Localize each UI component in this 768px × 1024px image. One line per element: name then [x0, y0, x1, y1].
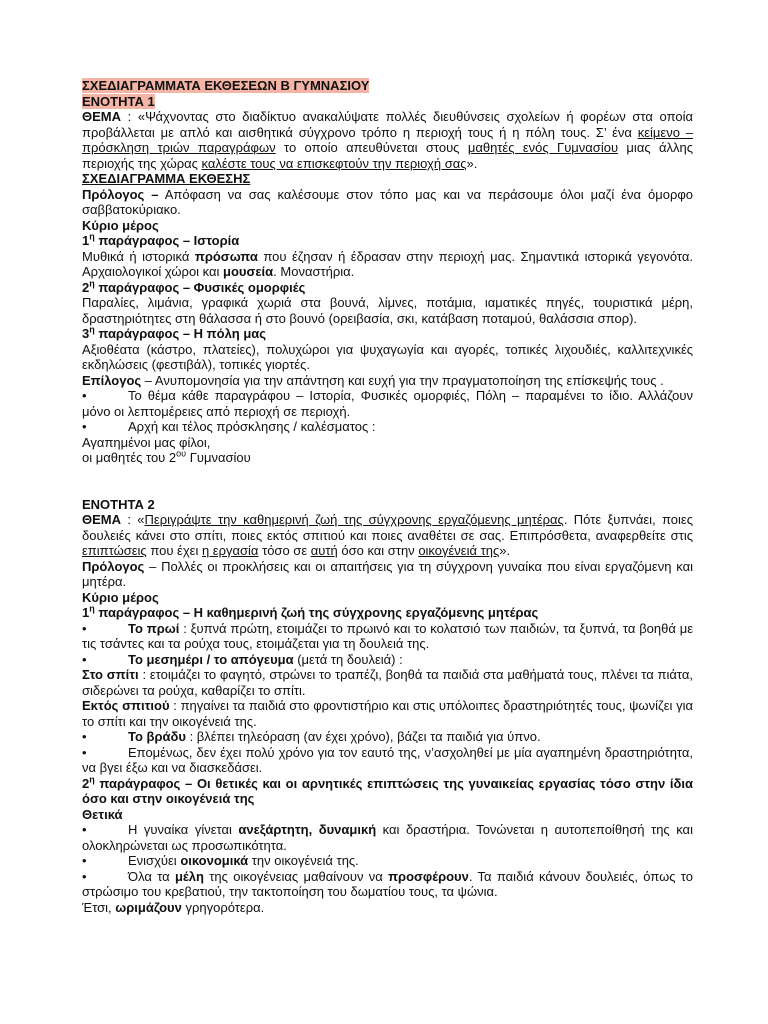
unit-1-paragraph-2-text: Παραλίες, λιμάνια, γραφικά χωριά στα βουνά, λίμνες, ποτάμια, ιαματικές πηγές, τουριστικά μέρη, δραστηριότητες στη θάλασσα ή στο βουνό (ορειβασία, σκι, κατάβαση ποταμού, θαλάσσια σπορ). [82, 295, 693, 326]
conclusion-line: Έτσι, ωριμάζουν γρηγορότερα. [82, 899, 265, 915]
unit-1-paragraph-3-text: Αξιοθέατα (κάστρο, πλατείες), πολυχώροι για ψυχαγωγία και αγορές, τοπικές λιχουδιές, καλλιτεχνικές εκδηλώσεις (φεστιβάλ), τοπικές γιορτές. [82, 341, 693, 372]
positive-item-2: • Ενισχύει οικονομικά την οικογένειά της. [82, 853, 359, 868]
signature: οι μαθητές του $2^{o\upsilon}$ Γυμνασίου [82, 448, 251, 465]
greeting: Αγαπημένοι μας φίλοι, [82, 434, 211, 450]
bullet-icon: • [82, 822, 87, 837]
unit-1-paragraph-2-heading: $2^\eta$ παράγραφος – Φυσικές ομορφιές [82, 278, 306, 295]
noon-item: • Το μεσημέρι / το απόγευμα (μετά τη δουλειά) : [82, 651, 403, 667]
unit-2-main-heading: Κύριο μέρος [82, 589, 159, 605]
bullet-icon: • [82, 853, 87, 868]
bullet-icon: • [82, 868, 87, 884]
positives-heading: Θετικά [82, 806, 123, 822]
unit-2-prologue: Πρόλογος – Πολλές οι προκλήσεις και οι απαιτήσεις για τη σύγχρονη γυναίκα που είναι εργαζόμενη και μητέρα. [82, 558, 693, 589]
unit-2-heading: ΕΝΟΤΗΤΑ 2 [82, 496, 155, 512]
positive-item-1: • Η γυναίκα γίνεται ανεξάρτητη, δυναμική και δραστήρια. Τονώνεται η αυτοπεποίθησή της και ολοκληρώνεται ως προσωπικότητα. [82, 822, 693, 853]
unit-2-theme: ΘΕΜΑ : «Περιγράψτε την καθημερινή ζωή της σύγχρονης εργαζόμενης μητέρας. Πότε ξυπνάει, ποιες δουλειές κάνει στο σπίτι, ποιες εκτός σπιτιού και ποιες αναθέτει σε σας. Επιπρόσθετα, αναφερθείτε στις επιπτώσεις που έχει η εργασία τόσο σε αυτή όσο και στην οικογένειά της». [82, 512, 693, 558]
unit-1-paragraph-3-heading: $3^\eta$ παράγραφος – Η πόλη μας [82, 324, 267, 341]
bullet-icon: • [82, 651, 87, 667]
document-title: ΣΧΕΔΙΑΓΡΑΜΜΑΤΑ ΕΚΘΕΣΕΩΝ Β ΓΥΜΝΑΣΙΟΥ [82, 78, 370, 93]
bullet-icon: • [82, 388, 87, 403]
unit-1-main-heading: Κύριο μέρος [82, 217, 159, 233]
positive-item-3: • Όλα τα μέλη της οικογένειας μαθαίνουν να προσφέρουν. Τα παιδιά κάνουν δουλειές, όπως το στρώσιμο του κρεβατιού, την τακτοποίηση του δωματίου τους, τα ψώνια. [82, 868, 693, 899]
unit-1-note-2: • Αρχή και τέλος πρόσκλησης / καλέσματος : [82, 419, 376, 434]
unit-2-paragraph-1-heading: $1^\eta$ παράγραφος – Η καθημερινή ζωή της σύγχρονης εργαζόμενης μητέρας [82, 603, 539, 620]
unit-1-prologue: Πρόλογος – Απόφαση να σας καλέσουμε στον τόπο μας και να περάσουμε όλοι μαζί ένα όμορφο σαββατοκύριακο. [82, 186, 693, 217]
evening-item: • Το βράδυ : βλέπει τηλεόραση (αν έχει χρόνο), βάζει τα παιδιά για ύπνο. [82, 729, 541, 744]
bullet-icon: • [82, 620, 87, 636]
unit-1-heading: ΕΝΟΤΗΤΑ 1 [82, 93, 155, 109]
unit-1-note-1: • Το θέμα κάθε παραγράφου – Ιστορία, Φυσικές ομορφιές, Πόλη – παραμένει το ίδιο. Αλλάζουν μόνο οι λεπτομέρειες από περιοχή σε περιοχή. [82, 388, 693, 419]
bullet-icon: • [82, 419, 87, 434]
unit-1-paragraph-1-heading: $1^\eta$ παράγραφος – Ιστορία [82, 231, 240, 248]
bullet-icon: • [82, 744, 87, 760]
morning-item: • Το πρωί : ξυπνά πρώτη, ετοιμάζει το πρωινό και το κολατσιό των παιδιών, τα ξυπνά, τα βοηθά με τις τσάντες και τα ρούχα τους, ετοιμάζεται για τη δουλειά της. [82, 620, 693, 651]
unit-1-theme: ΘΕΜΑ : «Ψάχνοντας στο διαδίκτυο ανακαλύψατε πολλές διευθύνσεις σχολείων ή φορέων στα οποία προβάλλεται με απλό και αισθητικά σύγχρονο τρόπο η περιοχή τους ή η πόλη τους. Σ’ ένα κείμενο – πρόσκληση τριών παραγράφων το οποίο απευθύνεται στους μαθητές ενός Γυμνασίου μιας άλλης περιοχής της χώρας καλέστε τους να επισκεφτούν την περιοχή σας». [82, 109, 694, 171]
bullet-icon: • [82, 729, 87, 744]
plan-heading: ΣΧΕΔΙΑΓΡΑΜΜΑ ΕΚΘΕΣΗΣ [82, 171, 251, 186]
unit-2-paragraph-2-heading: $2^\eta$ παράγραφος – Οι θετικές και οι αρνητικές επιπτώσεις της γυναικείας εργασίας τόσο στην ίδια όσο και στην οικογένειά της [82, 774, 693, 806]
unit-1-epilogue: Επίλογος – Ανυπομονησία για την απάντηση και ευχή για την πραγματοποίηση της επίσκεψής τους . [82, 372, 664, 388]
unit-1-paragraph-1-text: Μυθικά ή ιστορικά πρόσωπα που έζησαν ή έδρασαν στην περιοχή μας. Σημαντικά ιστορικά γεγονότα. Αρχαιολογικοί χώροι και μουσεία. Μοναστήρια. [82, 248, 693, 279]
outside-tasks: Εκτός σπιτιού : πηγαίνει τα παιδιά στο φροντιστήριο και στις υπόλοιπες δραστηριότητές τους, ψωνίζει για το σπίτι και την οικογένειά της. [82, 698, 694, 729]
consequence-item: • Επομένως, δεν έχει πολύ χρόνο για τον εαυτό της, ν’ασχοληθεί με μία αγαπημένη δραστηριότητα, να βγει έξω και να διασκεδάσει. [82, 744, 693, 775]
home-tasks: Στο σπίτι : ετοιμάζει το φαγητό, στρώνει το τραπέζι, βοηθά τα παιδιά στα μαθήματά τους, πλένει τα πιάτα, σιδερώνει τα ρούχα, καθαρίζει το σπίτι. [82, 667, 693, 698]
